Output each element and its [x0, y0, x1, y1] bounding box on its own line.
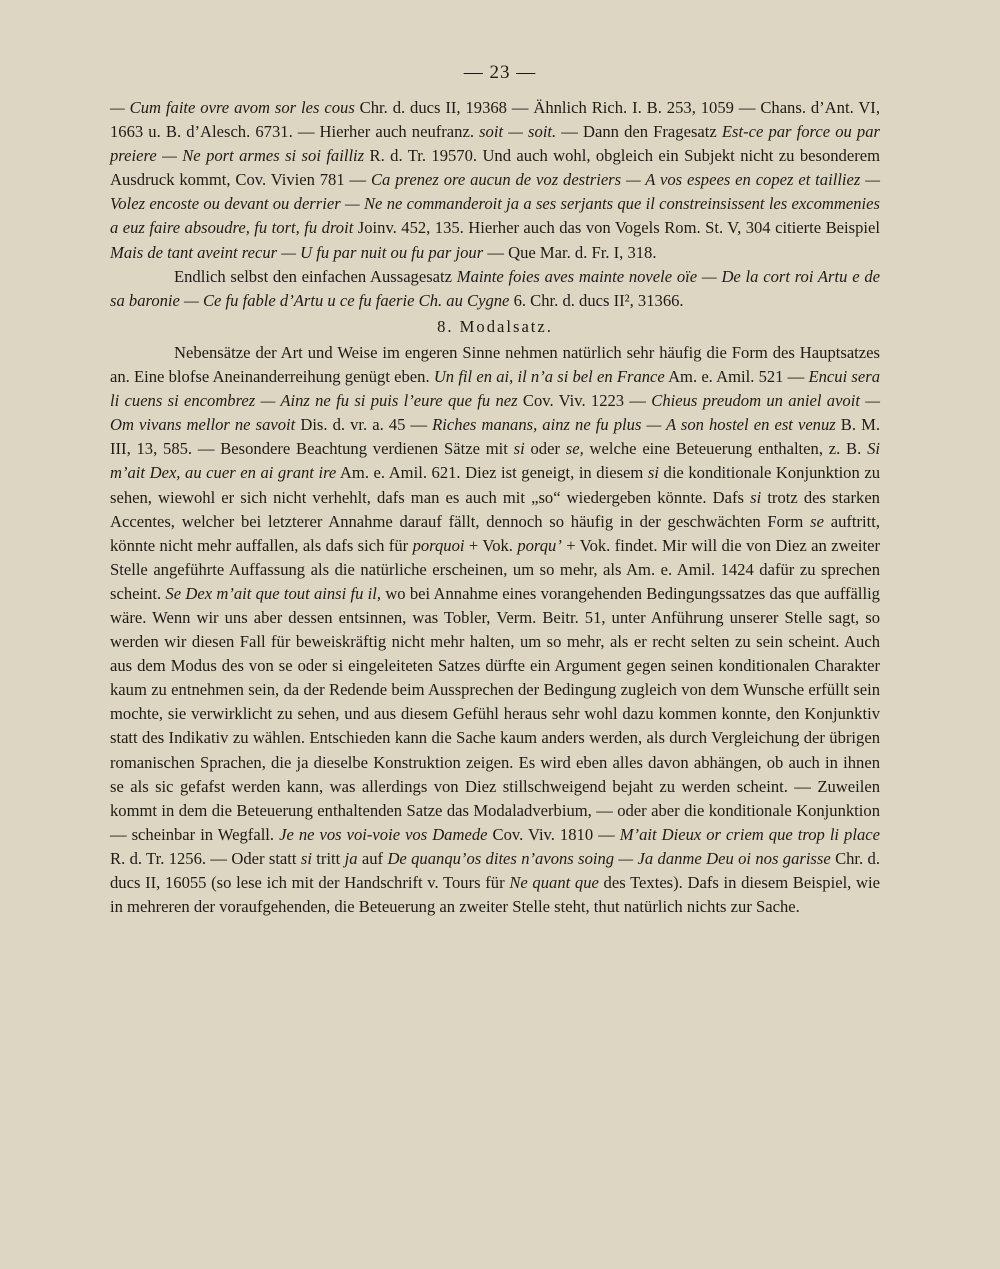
italic-text-run: Mainte foies aves mainte novele oïe — De la cort roi Artu e de sa baronie — Ce fu fable d’Artu u ce fu faerie Ch. au Cygne: [110, 266, 880, 310]
text-run: welche eine Beteuerung enthalten, z. B.: [583, 439, 868, 459]
paragraph-3: [110, 341, 880, 919]
italic-text-run: Riches manans, ainz ne fu plus — A son hostel en est venuz: [432, 415, 836, 435]
text-run: B. M. III, 13, 585. — Besondere Beachtung verdienen Sätze mit: [110, 415, 880, 459]
text-run: Am. e. Amil. 621. Diez ist geneigt, in diesem: [336, 463, 648, 483]
italic-text-run: Ne quant que: [509, 873, 599, 892]
text-run: 6. Chr. d. ducs II², 31366.: [509, 290, 684, 310]
text-run: + Vok.: [464, 535, 518, 555]
text-run: + Vok. findet. Mir will die von Diez an zweiter Stelle angeführte Auffassung als die natürliche erscheinen, um so mehr, als Am. e. Amil. 1424 dafür zu sprechen scheint.: [110, 535, 880, 603]
italic-text-run: porqu’: [517, 535, 562, 555]
italic-text-run: Chieus preudom un aniel avoit — Om vivans mellor ne savoit: [110, 391, 881, 435]
italic-text-run: — Cum faite ovre avom sor les cous: [110, 98, 355, 117]
italic-text-run: Encui sera li cuens si encombrez — Ainz ne fu si puis l’eure que fu nez: [110, 367, 880, 411]
text-run: des Textes). Dafs in diesem Beispiel, wie in mehreren der voraufgehenden, die Beteuerung an zweiter Stelle steht, thut natürlich nichts zur Sache.: [110, 873, 880, 917]
italic-text-run: Je ne vos voi-voie vos Damede: [279, 824, 488, 844]
italic-text-run: se: [810, 511, 824, 531]
italic-text-run: M’ait Dieux or criem que trop li place: [619, 824, 880, 844]
text-run: trotz des starken Accentes, welcher bei letzterer Annahme darauf fällt, dennoch so häufig in der geschwächten Form: [110, 487, 880, 531]
italic-text-run: Un fil en ai, il n’a si bel en France: [433, 367, 665, 387]
italic-text-run: si: [513, 439, 525, 459]
italic-text-run: Ca prenez ore aucun de voz destriers — A vos espees en copez et tailliez — Volez encoste ou devant ou derrier — Ne ne commanderoit ja a ses serjants que il constreinsissent les excommenies a euz faire absoudre, fu tort, fu droit: [110, 170, 880, 238]
text-run: wo bei Annahme eines vorangehenden Bedingungssatzes das que auffällig wäre. Wenn wir uns aber dessen entsinnen, was Tobler, Verm. Beitr. 51, unter Anführung unserer Stelle sagt, so werden wir diesen Fall für beweiskräftig nicht mehr halten, um so mehr, als er recht selten zu sein scheint. Auch aus dem Modus des von se oder si eingeleiteten Satzes dürfte ein Argument gegen seinen konditionalen Charakter kaum zu entnehmen sein, da der Redende beim Aussprechen der Bedingung zugleich von dem Wunsche erfüllt sein mochte, sie verwirklicht zu sehen, und aus diesem Gefühl heraus sehr wohl dazu kommen konnte, den Konjunktiv statt des Indikativ zu wählen. Entschieden kann die Sache kaum anders werden, als durch Vergleichung der übrigen romanischen Sprachen, die ja dieselbe Konstruktion zeigen. Es wird eben alles davon abhängen, ob auch in ihnen se als sic gefafst werden kann, was allerdings von Diez stillschweigend bejaht zu werden scheint. — Zuweilen kommt in dem die Beteuerung enthaltenden Satze das Modaladverbium, — oder aber die konditionale Konjunktion — scheinbar in Wegfall.: [110, 583, 880, 844]
paragraph-2: [110, 265, 880, 313]
text-run: die konditionale Konjunktion zu sehen, wiewohl er sich nicht verhehlt, dafs man es auch mit „so“ wiedergeben könnte. Dafs: [110, 463, 880, 507]
text-run: auf: [357, 848, 388, 868]
italic-text-run: Est-ce par force ou par preiere — Ne port armes si soi failliz: [110, 122, 880, 166]
italic-text-run: soit — soit.: [479, 122, 557, 142]
italic-text-run: De quanqu’os dites n’avons soing — Ja danme Deu oi nos garisse: [387, 848, 831, 868]
italic-text-run: ja: [344, 848, 358, 868]
text-run: tritt: [311, 848, 345, 868]
section-heading: 8. Modalsatz.: [437, 316, 553, 336]
page-number: — 23 —: [463, 62, 537, 83]
text-run: Endlich selbst den einfachen Aussagesatz: [174, 266, 457, 286]
text-run: Chr. d. ducs II, 16055 (so lese ich mit der Handschrift v. Tours für: [110, 848, 880, 892]
italic-text-run: si: [750, 487, 762, 507]
italic-text-run: porquoi: [412, 535, 465, 555]
text-run: Chr. d. ducs II, 19368 — Ähnlich Rich. I. B. 253, 1059 — Chans. d’Ant. VI, 1663 u. B. d’Alesch. 6731. — Hierher auch neufranz.: [110, 98, 880, 142]
text-run: R. d. Tr. 1256. — Oder statt: [110, 848, 301, 868]
italic-text-run: si: [647, 463, 659, 483]
text-run: auftritt, könnte nicht mehr auffallen, als dafs sich für: [110, 511, 881, 555]
italic-text-run: Mais de tant aveint recur — U fu par nuit ou fu par jour: [110, 242, 484, 262]
italic-text-run: Se Dex m’ait que tout ainsi fu il,: [165, 583, 382, 603]
italic-text-run: si: [300, 848, 312, 868]
italic-text-run: se,: [565, 439, 584, 459]
text-run: — Dann den Fragesatz: [556, 122, 722, 142]
text-run: Joinv. 452, 135. Hierher auch das von Vogels Rom. St. V, 304 citierte Beispiel: [353, 218, 880, 238]
page-body: [110, 96, 880, 919]
text-run: oder: [524, 439, 566, 459]
text-run: R. d. Tr. 19570. Und auch wohl, obgleich ein Subjekt nicht zu besonderem Ausdruck kommt, Cov. Vivien 781 —: [110, 146, 881, 190]
italic-text-run: Si m’ait Dex, au cuer en ai grant ire: [110, 439, 880, 483]
text-run: Cov. Viv. 1810 —: [487, 824, 620, 844]
text-run: Cov. Viv. 1223 —: [517, 391, 652, 411]
text-run: — Que Mar. d. Fr. I, 318.: [483, 242, 657, 262]
paragraph-1: [110, 96, 880, 265]
text-run: Nebensätze der Art und Weise im engeren Sinne nehmen natürlich sehr häufig die Form des Hauptsatzes an. Eine blofse Aneinanderreihung genügt eben.: [110, 342, 880, 387]
text-run: Dis. d. vr. a. 45 —: [295, 415, 433, 435]
text-run: Am. e. Amil. 521 —: [664, 367, 809, 387]
